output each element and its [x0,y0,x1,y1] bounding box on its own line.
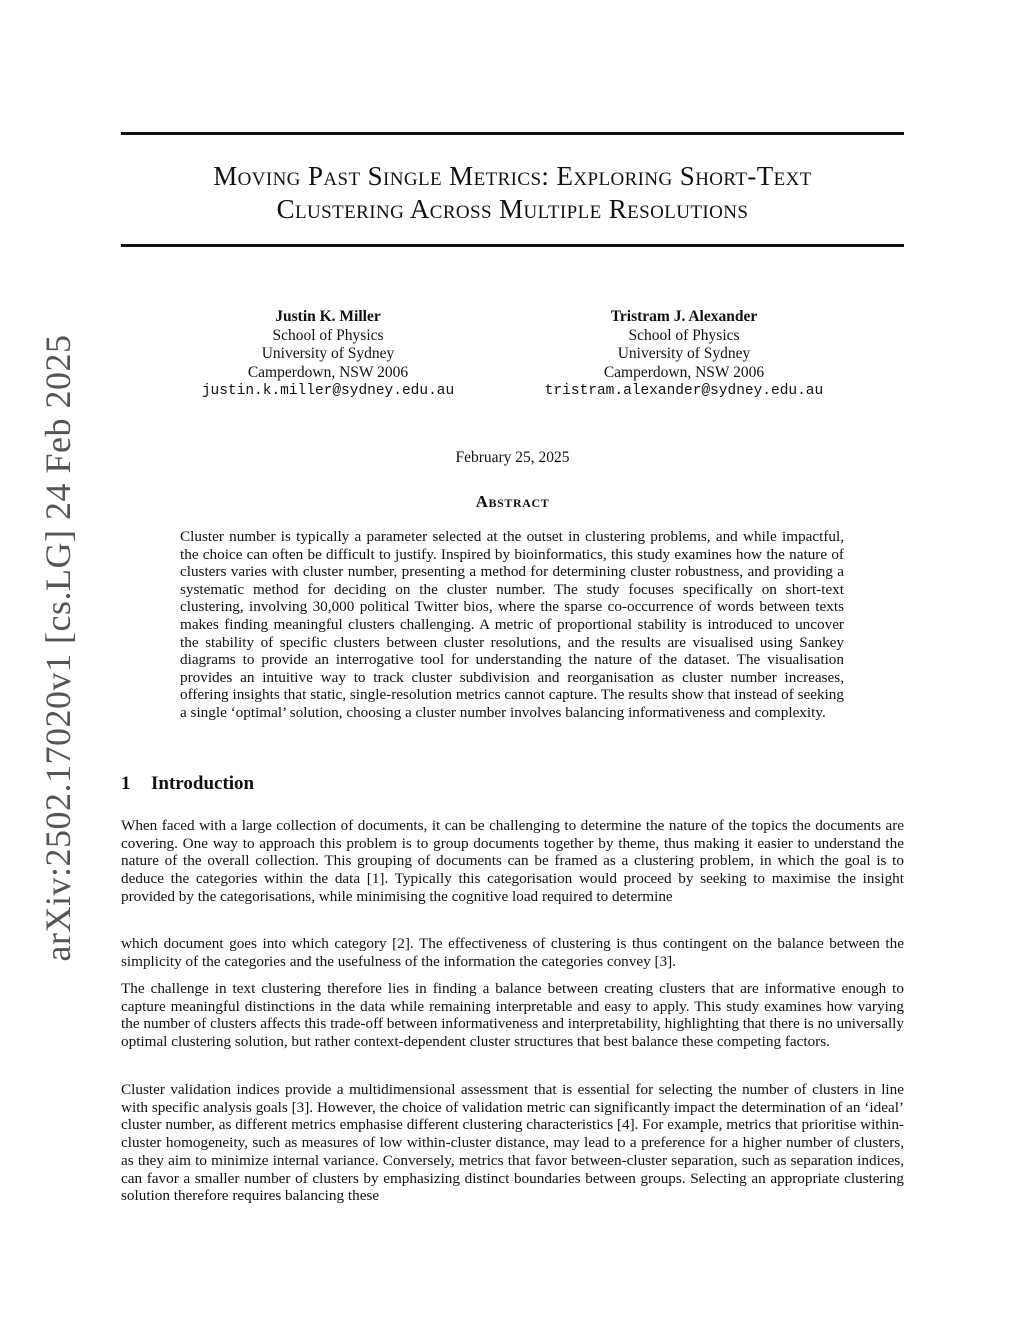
body-paragraph: Cluster validation indices provide a multidimensional assessment that is essential for selecting the number of clusters in line with specific analysis goals [3]. However, the choice of validation metric can significantly impact the determination of an ‘ideal’ cluster number, as different metrics emphasise different clustering characteristics [4]. For example, metrics that prioritise within-cluster homogeneity, such as measures of low within-cluster distance, may lead to a preference for a higher number of clusters, as they aim to minimize internal variance. Conversely, metrics that favor between-cluster separation, such as separation indices, can favor a smaller number of clusters by emphasizing distinct boundaries between groups. Selecting an appropriate clustering solution therefore requires balancing these [121,1081,904,1205]
author-address: Camperdown, NSW 2006 [603,363,765,381]
publication-date: February 25, 2025 [455,449,570,466]
author-email[interactable]: justin.k.miller@sydney.edu.au [201,383,455,399]
author-name: Justin K. Miller [275,308,381,325]
arxiv-identifier-stamp: arXiv:2502.17020v1 [cs.LG] 24 Feb 2025 [38,334,78,962]
author-block-2 [520,308,848,401]
paper-title [121,160,904,226]
paper-title-line-1: Moving Past Single Metrics: Exploring Short-Text [213,161,812,191]
section-heading-introduction [121,773,254,795]
paper-title-line-2: Clustering Across Multiple Resolutions [276,194,749,224]
title-top-rule [121,132,904,135]
body-paragraph: which document goes into which category [2]. The effectiveness of clustering is thus contingent on the balance between the simplicity of the categories and the usefulness of the information the categories convey [3]. [121,935,904,970]
abstract-heading: Abstract [475,492,550,511]
title-bottom-rule [121,244,904,247]
author-university: University of Sydney [617,345,751,362]
author-email[interactable]: tristram.alexander@sydney.edu.au [544,383,824,399]
section-title: Introduction [151,773,255,794]
author-name: Tristram J. Alexander [610,308,758,325]
body-paragraph: When faced with a large collection of documents, it can be challenging to determine the nature of the topics the documents are covering. One way to approach this problem is to group documents together by theme, thus making it easier to understand the nature of the overall collection. This grouping of documents can be framed as a clustering problem, in which the goal is to deduce the categories within the data [1]. Typically this categorisation would proceed by seeking to maximise the insight provided by the categorisations, while minimising the cognitive load required to determine [121,817,904,905]
author-affiliation: School of Physics [272,326,384,344]
section-number: 1 [121,773,131,794]
author-affiliation: School of Physics [628,326,740,344]
author-university: University of Sydney [261,345,395,362]
author-address: Camperdown, NSW 2006 [247,363,409,381]
body-paragraph: The challenge in text clustering therefore lies in finding a balance between creating clusters that are informative enough to capture meaningful distinctions in the data while remaining interpretable and easy to apply. This study examines how varying the number of clusters affects this trade-off between informativeness and interpretability, highlighting that there is no universally optimal clustering solution, but rather context-dependent cluster structures that best balance these competing factors. [121,980,904,1051]
author-block-1 [178,308,478,401]
abstract-text: Cluster number is typically a parameter selected at the outset in clustering problems, and while impactful, the choice can often be difficult to justify. Inspired by bioinformatics, this study examines how the nature of clusters varies with cluster number, presenting a method for determining cluster robustness, and providing a systematic method for deciding on the cluster number. The study focuses specifically on short-text clustering, involving 30,000 political Twitter bios, where the sparse co-occurrence of words between texts makes finding meaningful clusters challenging. A metric of proportional stability is introduced to uncover the stability of specific clusters between cluster resolutions, and the results are visualised using Sankey diagrams to provide an interrogative tool for understanding the nature of the dataset. The visualisation provides an intuitive way to track cluster subdivision and reorganisation as cluster number increases, offering insights that static, single-resolution metrics cannot capture. The results show that instead of seeking a single ‘optimal’ solution, choosing a cluster number involves balancing informativeness and complexity. [180,528,844,721]
